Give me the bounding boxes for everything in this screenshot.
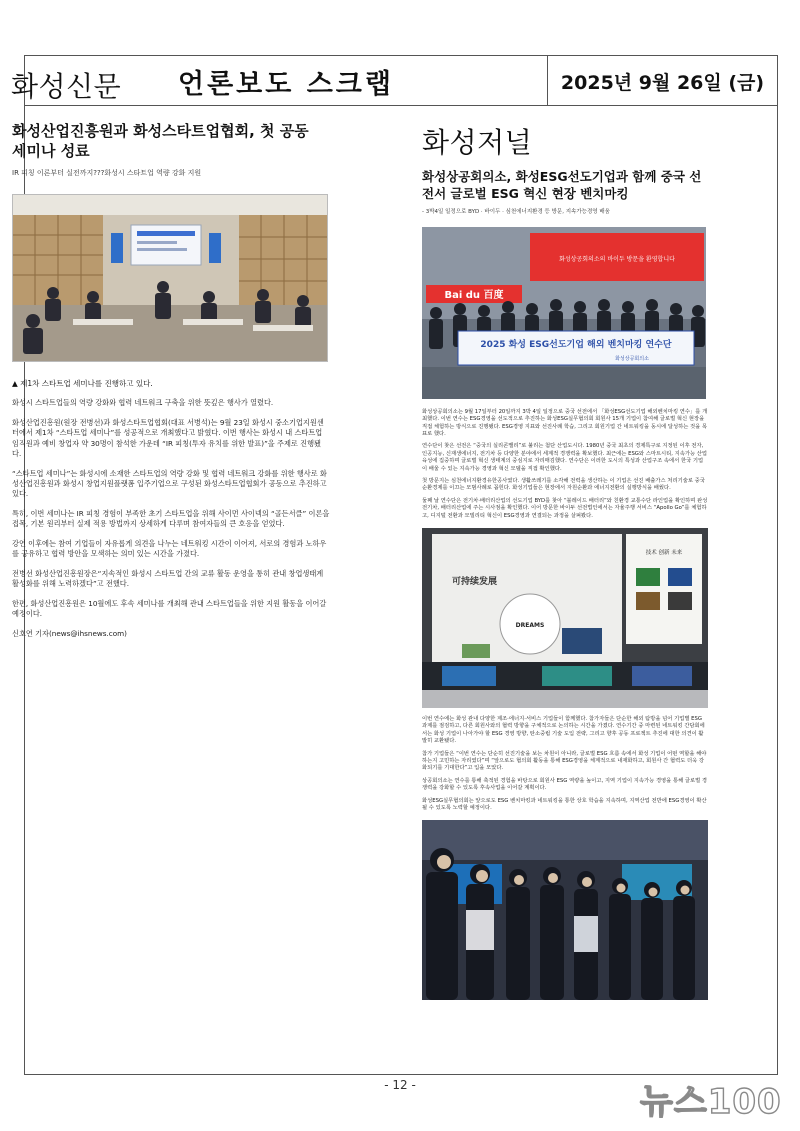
newspaper-name: 화성저널 [422, 126, 533, 159]
article-subhead: IR 피칭 이론부터 실전까지???화성시 스타트업 역량 강화 지원 [12, 169, 202, 178]
body-paragraph: 강연 이후에는 참여 기업들이 자유롭게 의견을 나누는 네트워킹 시간이 이어져, 서로의 경험과 노하우를 공유하고 협력 방안을 모색하는 의미 있는 시간을 가졌다. [12, 538, 327, 559]
exhibit-title-text: 可持续发展 [452, 576, 498, 587]
article-headline: 화성상공회의소, 화성ESG선도기업과 함께 중국 선전서 글로벌 ESG 혁신 현장 벤치마킹 [422, 168, 702, 201]
body-paragraph: 전병선 화성산업진흥원장은“지속적인 화성시 스타트업 간의 교류 활동 운영을 통히 관내 창업생태계 활성화를 위해 노력하겠다”고 전했다. [12, 568, 324, 589]
body-paragraph: 한편, 화성산업진흥원은 10월에도 후속 세미나를 개최해 관내 스타트업들을 위한 지원 활동을 이어갈 예정이다. [12, 598, 327, 618]
right-article [422, 72, 744, 1000]
seminar-photo [12, 194, 328, 362]
article-subhead: - 3박4일 일정으로 BYD · 바이두 · 심천에너지환경 등 방문, 지속가능경영 배움 [422, 208, 610, 215]
article-body-bottom [422, 716, 708, 812]
byline: 신호연 기자(news@ihsnews.com) [12, 629, 127, 639]
body-paragraph: 화성상공회의소는 9월 17일부터 20일까지 3박 4일 일정으로 중국 선전에서 「화성ESG선도기업 해외벤치마킹 연수」를 개최했다. 이번 연수는 ESG경영을 선도적으로 추진하는 화성ESG실무협의회 회원사 15개 기업이 참여해 글로벌 혁신 현장을 직접 체험하는 방식으로 진행됐다. ESG경영 지표와 선진사례 학습, 그리고 회원기업 간 네트워킹을 동시에 달성하는 것을 목표로 했다. [422, 408, 708, 437]
body-paragraph: 화성산업진흥원(원장 전병선)과 화성스타트업협회(대표 서병석)는 9월 23일 화성시 중소기업지원센터에서 제1차 “스타트업 세미나”를 성공적으로 개최했다고 밝혔다. 이번 행사는 화성시 내 스타트업 임직원과 예비 창업자 약 30명이 참석한 가운데 “IR 피칭(투자 유치를 위한 발표)”을 주제로 진행됐다. [12, 417, 324, 459]
body-paragraph: 연수단이 찾은 선전은 “중국의 실리콘밸리”로 불리는 첨단 산업도시다. 1980년 중국 최초의 경제특구로 지정된 이후 전자, 인공지능, 신재생에너지, 전기차 등 다양한 분야에서 세계적 경쟁력을 확보했다. 최근에는 ESG와 스마트시티, 지속가능 산업 육성에 집중하며 글로벌 혁신 생태계의 중심지로 자리매김했다. 연수단은 이러한 도시의 특성과 산업구조 속에서 한국 기업이 배울 수 있는 지속가능 경영과 혁신 모델을 직접 확인했다. [422, 443, 708, 472]
exhibit-circle-text: DREAMS [515, 621, 545, 629]
baidu-group-photo [422, 227, 706, 399]
scrap-date: 2025년 9월 26일 (금) [560, 71, 765, 94]
exhibition-photo [422, 528, 708, 708]
baidu-sign-text: Bai du 百度 [444, 289, 504, 301]
body-paragraph: 화성시 스타트업들의 역량 강화와 협력 네트워크 구축을 위한 뜻깊은 행사가 열렸다. [12, 398, 274, 408]
body-paragraph: 참가 기업들은 “이번 연수는 단순히 선진기술을 보는 차원이 아니라, 글로벌 ESG 흐름 속에서 화성 기업이 어떤 역할을 해야 하는지 고민하는 자리였다”며 “앞으로도 협의회 활동을 통해 ESG경영을 체계적으로 내재화하고, 회원사 간 협력도 더욱 강화되기를 기대한다”고 입을 모았다. [422, 750, 707, 772]
exhibit-side-text: 技术 创新 未来 [645, 549, 683, 556]
tour-group-photo [422, 820, 708, 1000]
page-title: 언론보도 스크랩 [25, 56, 548, 106]
newspaper-name: 화성신문 [11, 70, 122, 103]
article-headline: 화성산업진흥원과 화성스타트업협회, 첫 공동 세미나 성료 [12, 121, 309, 161]
banner-flag-subtext: 화성상공회의소 [615, 355, 649, 362]
news100-watermark: 뉴스100 [640, 1082, 782, 1122]
left-article [8, 72, 344, 639]
body-paragraph: “스타트업 세미나”는 화성시에 소재한 스타트업의 역량 강화 및 협력 네트워크 강화를 위한 행사로 화성산업진흥원과 화성시 창업지원플랫폼 입주기업으로 구성된 화성스타트업협회가 공동으로 추진하고 있다. [12, 468, 327, 499]
page-number: - 12 - [384, 1078, 416, 1092]
article-body [12, 398, 330, 639]
banner-flag-text: 2025 화성 ESG선도기업 해외 벤치마킹 연수단 [480, 339, 672, 350]
body-paragraph: 화성ESG실무협의회는 앞으로도 ESG 벤치마킹과 네트워킹을 통한 상호 학습을 지속하며, 지역산업 전반에 ESG경영이 확산될 수 있도록 노력할 예정이다. [422, 797, 707, 812]
body-paragraph: 둘째 날 연수단은 전기차·배터리산업의 선도기업 BYD를 찾아 “블레이드 배터리”와 친환경 교통수단 라인업을 확인하며 완성 전기차, 배터리산업에 주는 시사점을 확인했다. 이어 방문한 바이두 선전법인에서는 자율주행 서비스 “Apollo Go”를 체험하고, 디지털 전환과 모빌리티 혁신이 ESG경영과 연결되는 과정을 살펴봤다. [422, 497, 708, 519]
article-body-top [422, 409, 708, 520]
welcome-banner-text: 화성상공회의소의 바이두 방문을 환영합니다 [559, 255, 675, 263]
body-paragraph: 이번 연수에는 화성 관내 다양한 제조·에너지·서비스 기업들이 함께했다. 참가자들은 단순한 해외 탐방을 넘어 기업별 ESG 과제를 점검하고, 다른 회원사와의 협력 방향을 구체적으로 논의하는 시간을 가졌다. 연수기간 중 마련된 네트워킹 간담회에서는 화성 기업이 나아가야 할 ESG 경영 방향, 탄소중립 기술 도입 전략, 그리고 향후 공동 프로젝트 추진에 대한 의견이 활발히 교환됐다. [422, 715, 705, 745]
body-paragraph: 상공회의소는 연수를 통해 축적된 경험을 바탕으로 회원사 ESG 역량을 높이고, 지역 기업이 지속가능 경영을 통해 글로벌 경쟁력을 강화할 수 있도록 후속사업을 이어갈 계획이다. [422, 777, 708, 792]
photo-caption: ▲ 제1차 스타트업 세미나를 진행하고 있다. [12, 379, 153, 389]
body-paragraph: 첫 방문지는 심천에너지환경유한공사였다. 생활쓰레기를 소각해 전력을 생산하는 이 기업은 선진 배출가스 처리기술로 중국 순환경제를 이끄는 모범사례로 꼽힌다. 화성기업들은 현장에서 자원순환과 에너지전환의 실행방식을 배웠다. [422, 477, 705, 492]
body-paragraph: 특히, 이번 세미나는 IR 피칭 경험이 부족한 초기 스타트업을 위해 사이먼 사이넥의 “골든서클” 이론을 접목, 기본 원리부터 실제 적용 방법까지 상세하게 다루며 참여자들의 큰 호응을 얻었다. [12, 508, 330, 529]
